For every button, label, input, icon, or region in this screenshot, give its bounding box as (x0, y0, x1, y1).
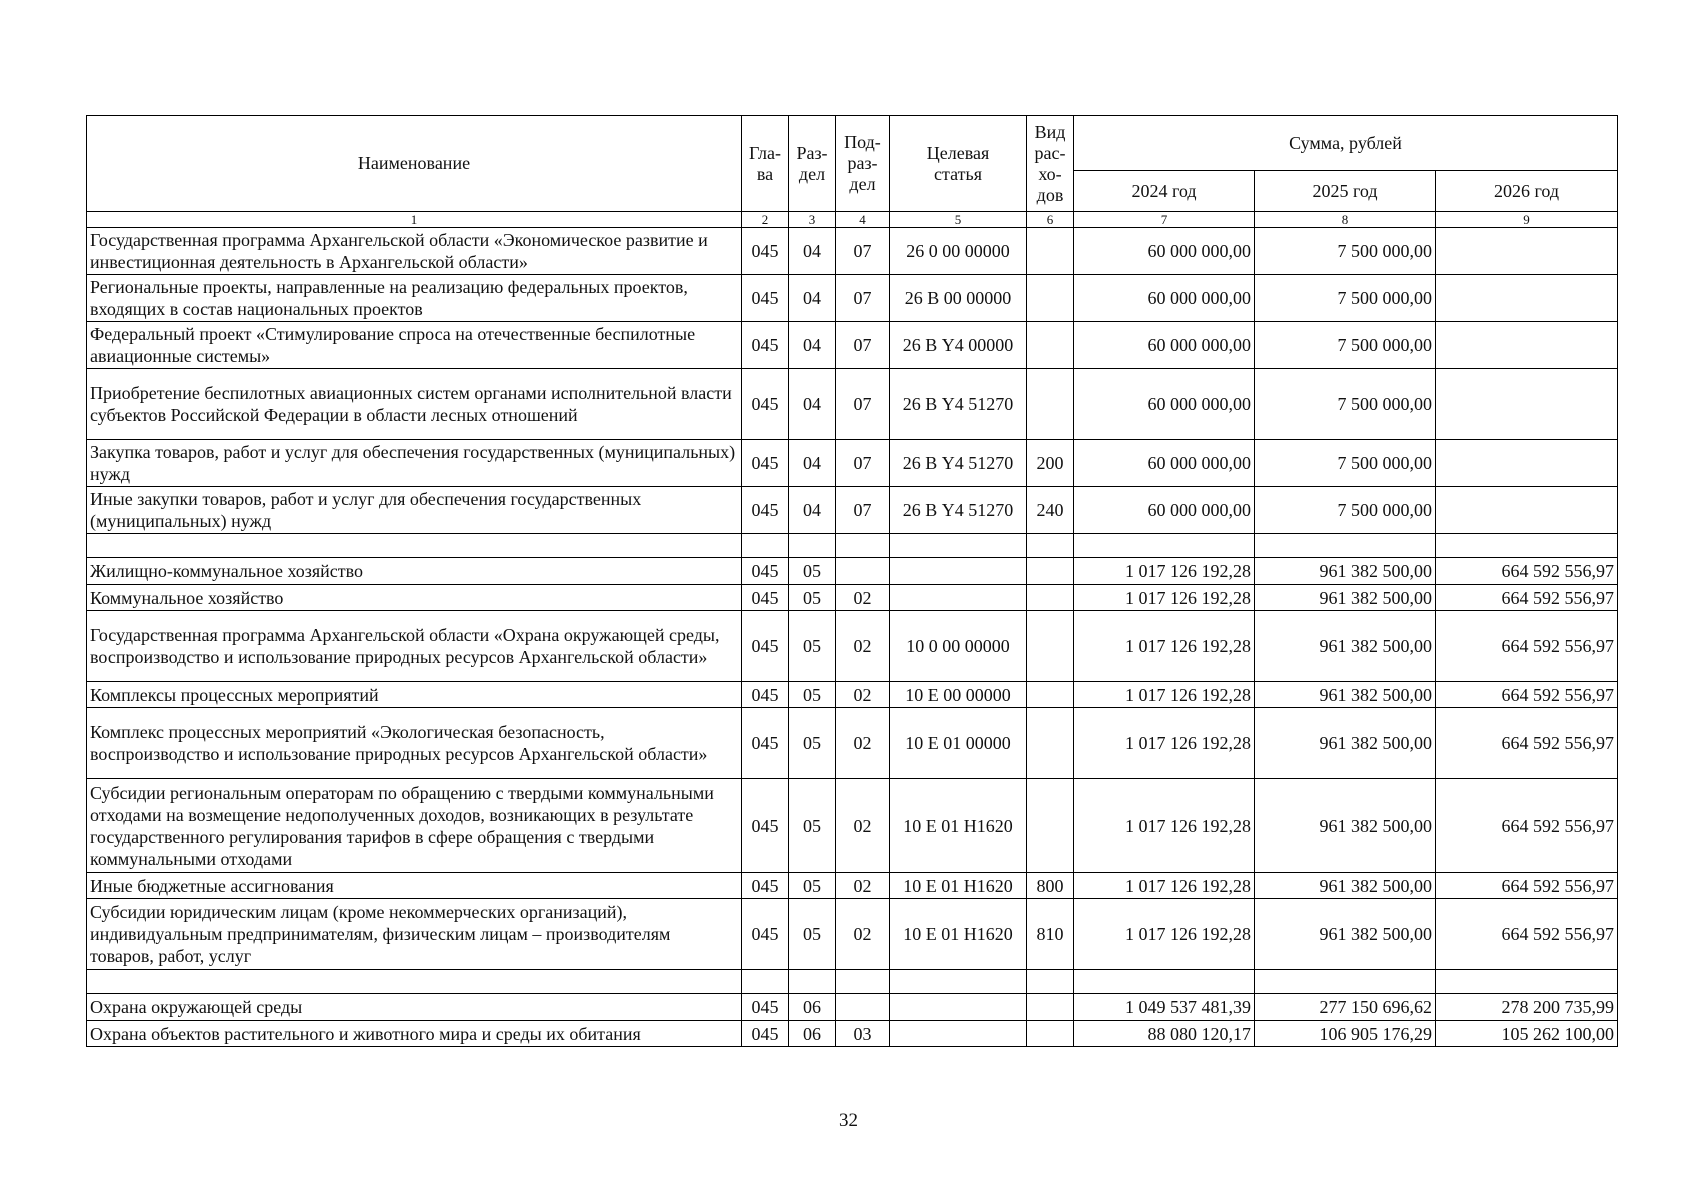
row-target-article (890, 994, 1027, 1021)
row-sum-2026 (1436, 322, 1618, 369)
row-sum-2026: 278 200 735,99 (1436, 994, 1618, 1021)
header-sum: Сумма, рублей (1074, 116, 1618, 171)
row-name: Субсидии региональным операторам по обращению с твердыми коммунальными отходами на возмещение недополученных доходов, возникающих в результате государственного регулирования тарифов в сфере обращения с твердыми коммунальными отходами (87, 779, 742, 873)
row-expense-type: 200 (1027, 440, 1074, 487)
row-razdel: 05 (789, 611, 836, 682)
row-sum-2024: 60 000 000,00 (1074, 369, 1255, 440)
col-number: 5 (890, 212, 1027, 228)
header-year-2026: 2026 год (1436, 171, 1618, 212)
row-podrazdel: 07 (836, 322, 890, 369)
row-sum-2026 (1436, 228, 1618, 275)
row-target-article: 10 Е 01 00000 (890, 708, 1027, 779)
row-podrazdel (836, 558, 890, 585)
row-target-article: 26 0 00 00000 (890, 228, 1027, 275)
row-expense-type (1027, 322, 1074, 369)
header-name: Наименование (87, 116, 742, 212)
row-name: Охрана объектов растительного и животного мира и среды их обитания (87, 1021, 742, 1047)
row-name: Иные закупки товаров, работ и услуг для обеспечения государственных (муниципальных) нужд (87, 487, 742, 534)
row-glava: 045 (742, 708, 789, 779)
row-sum-2025: 961 382 500,00 (1255, 779, 1436, 873)
row-sum-2025: 106 905 176,29 (1255, 1021, 1436, 1047)
row-glava: 045 (742, 322, 789, 369)
row-sum-2026: 664 592 556,97 (1436, 779, 1618, 873)
row-target-article (890, 558, 1027, 585)
row-sum-2024: 1 017 126 192,28 (1074, 585, 1255, 611)
row-target-article: 26 В Y4 51270 (890, 369, 1027, 440)
row-podrazdel: 02 (836, 899, 890, 970)
row-expense-type (1027, 228, 1074, 275)
row-sum-2025: 961 382 500,00 (1255, 682, 1436, 708)
page-number: 32 (839, 1110, 858, 1131)
row-sum-2024: 60 000 000,00 (1074, 440, 1255, 487)
row-podrazdel: 03 (836, 1021, 890, 1047)
row-sum-2026 (1436, 369, 1618, 440)
row-sum-2026: 664 592 556,97 (1436, 899, 1618, 970)
row-glava (742, 534, 789, 558)
row-sum-2025: 7 500 000,00 (1255, 322, 1436, 369)
row-name: Закупка товаров, работ и услуг для обеспечения государственных (муниципальных) нужд (87, 440, 742, 487)
col-number: 2 (742, 212, 789, 228)
row-expense-type (1027, 611, 1074, 682)
table-row (87, 899, 1618, 970)
row-glava: 045 (742, 440, 789, 487)
row-sum-2024: 60 000 000,00 (1074, 322, 1255, 369)
row-sum-2025 (1255, 970, 1436, 994)
header-podrazdel: Под- раз- дел (836, 116, 890, 212)
row-podrazdel: 02 (836, 682, 890, 708)
row-sum-2024: 1 017 126 192,28 (1074, 873, 1255, 899)
col-number: 4 (836, 212, 890, 228)
row-sum-2026 (1436, 440, 1618, 487)
row-expense-type: 240 (1027, 487, 1074, 534)
row-sum-2024: 60 000 000,00 (1074, 228, 1255, 275)
table-row (87, 994, 1618, 1021)
row-razdel: 06 (789, 1021, 836, 1047)
row-expense-type (1027, 708, 1074, 779)
row-sum-2025: 961 382 500,00 (1255, 558, 1436, 585)
row-podrazdel: 07 (836, 228, 890, 275)
table-row (87, 275, 1618, 322)
row-sum-2024: 1 017 126 192,28 (1074, 779, 1255, 873)
row-razdel: 04 (789, 440, 836, 487)
budget-sheet (86, 115, 1617, 1047)
col-number: 7 (1074, 212, 1255, 228)
row-sum-2024: 1 017 126 192,28 (1074, 558, 1255, 585)
row-sum-2024: 88 080 120,17 (1074, 1021, 1255, 1047)
col-number: 3 (789, 212, 836, 228)
row-target-article: 10 Е 01 Н1620 (890, 873, 1027, 899)
row-sum-2026: 664 592 556,97 (1436, 682, 1618, 708)
row-sum-2025: 7 500 000,00 (1255, 228, 1436, 275)
row-razdel: 04 (789, 487, 836, 534)
table-row-blank (87, 970, 1618, 994)
row-sum-2025: 961 382 500,00 (1255, 873, 1436, 899)
table-row (87, 779, 1618, 873)
row-podrazdel: 07 (836, 275, 890, 322)
row-target-article: 10 Е 01 Н1620 (890, 779, 1027, 873)
row-sum-2025: 7 500 000,00 (1255, 487, 1436, 534)
row-name: Комплекс процессных мероприятий «Экологическая безопасность, воспроизводство и использование природных ресурсов Архангельской области» (87, 708, 742, 779)
row-razdel: 05 (789, 558, 836, 585)
row-sum-2026: 664 592 556,97 (1436, 873, 1618, 899)
row-expense-type (1027, 585, 1074, 611)
row-target-article: 26 В Y4 00000 (890, 322, 1027, 369)
row-name: Приобретение беспилотных авиационных систем органами исполнительной власти субъектов Российской Федерации в области лесных отношений (87, 369, 742, 440)
row-sum-2024: 1 017 126 192,28 (1074, 682, 1255, 708)
row-podrazdel (836, 534, 890, 558)
row-expense-type (1027, 275, 1074, 322)
col-number: 6 (1027, 212, 1074, 228)
row-name: Иные бюджетные ассигнования (87, 873, 742, 899)
row-sum-2025: 961 382 500,00 (1255, 899, 1436, 970)
row-glava: 045 (742, 1021, 789, 1047)
row-razdel: 05 (789, 682, 836, 708)
table-row (87, 585, 1618, 611)
row-sum-2024: 1 017 126 192,28 (1074, 611, 1255, 682)
table-row (87, 1021, 1618, 1047)
table-row (87, 487, 1618, 534)
row-expense-type (1027, 994, 1074, 1021)
header-target: Целевая статья (890, 116, 1027, 212)
row-podrazdel (836, 994, 890, 1021)
table-body (87, 228, 1618, 1047)
row-razdel (789, 970, 836, 994)
row-expense-type (1027, 1021, 1074, 1047)
row-podrazdel (836, 970, 890, 994)
row-glava: 045 (742, 873, 789, 899)
row-expense-type (1027, 558, 1074, 585)
row-razdel: 06 (789, 994, 836, 1021)
row-sum-2024 (1074, 534, 1255, 558)
budget-table (86, 115, 1618, 1047)
row-sum-2026 (1436, 275, 1618, 322)
row-glava: 045 (742, 275, 789, 322)
row-target-article: 10 Е 00 00000 (890, 682, 1027, 708)
row-name: Охрана окружающей среды (87, 994, 742, 1021)
row-expense-type: 800 (1027, 873, 1074, 899)
row-target-article (890, 534, 1027, 558)
row-glava: 045 (742, 682, 789, 708)
row-name (87, 970, 742, 994)
row-expense-type (1027, 970, 1074, 994)
row-glava: 045 (742, 899, 789, 970)
row-expense-type (1027, 369, 1074, 440)
row-sum-2024: 60 000 000,00 (1074, 487, 1255, 534)
row-razdel: 04 (789, 228, 836, 275)
row-podrazdel: 07 (836, 440, 890, 487)
row-sum-2026: 664 592 556,97 (1436, 708, 1618, 779)
row-target-article (890, 585, 1027, 611)
row-sum-2025: 961 382 500,00 (1255, 708, 1436, 779)
row-podrazdel: 02 (836, 873, 890, 899)
row-podrazdel: 02 (836, 779, 890, 873)
row-razdel: 04 (789, 275, 836, 322)
row-expense-type (1027, 534, 1074, 558)
row-sum-2026: 664 592 556,97 (1436, 585, 1618, 611)
row-podrazdel: 02 (836, 708, 890, 779)
row-glava: 045 (742, 611, 789, 682)
row-glava: 045 (742, 994, 789, 1021)
header-razdel: Раз- дел (789, 116, 836, 212)
table-row (87, 873, 1618, 899)
row-sum-2025 (1255, 534, 1436, 558)
row-sum-2026 (1436, 487, 1618, 534)
row-razdel: 05 (789, 899, 836, 970)
row-sum-2026: 105 262 100,00 (1436, 1021, 1618, 1047)
row-podrazdel: 07 (836, 369, 890, 440)
row-target-article: 26 В Y4 51270 (890, 440, 1027, 487)
row-razdel: 05 (789, 873, 836, 899)
row-target-article: 26 В 00 00000 (890, 275, 1027, 322)
row-sum-2025: 277 150 696,62 (1255, 994, 1436, 1021)
col-number: 1 (87, 212, 742, 228)
header-vid: Вид рас- хо- дов (1027, 116, 1074, 212)
row-podrazdel: 07 (836, 487, 890, 534)
row-name: Жилищно-коммунальное хозяйство (87, 558, 742, 585)
row-glava: 045 (742, 585, 789, 611)
header-year-2025: 2025 год (1255, 171, 1436, 212)
row-razdel: 04 (789, 369, 836, 440)
table-row-blank (87, 534, 1618, 558)
row-razdel (789, 534, 836, 558)
table-row (87, 322, 1618, 369)
row-glava: 045 (742, 779, 789, 873)
row-sum-2024: 1 049 537 481,39 (1074, 994, 1255, 1021)
row-name: Региональные проекты, направленные на реализацию федеральных проектов, входящих в состав национальных проектов (87, 275, 742, 322)
row-name: Субсидии юридическим лицам (кроме некоммерческих организаций), индивидуальным предпринимателям, физическим лицам – производителям товаров, работ, услуг (87, 899, 742, 970)
row-sum-2026 (1436, 534, 1618, 558)
row-name: Государственная программа Архангельской области «Экономическое развитие и инвестиционная деятельность в Архангельской области» (87, 228, 742, 275)
table-row (87, 682, 1618, 708)
row-sum-2025: 961 382 500,00 (1255, 585, 1436, 611)
row-sum-2024: 1 017 126 192,28 (1074, 708, 1255, 779)
row-sum-2024: 60 000 000,00 (1074, 275, 1255, 322)
row-name: Коммунальное хозяйство (87, 585, 742, 611)
col-number: 9 (1436, 212, 1618, 228)
row-name (87, 534, 742, 558)
table-row (87, 611, 1618, 682)
row-sum-2026: 664 592 556,97 (1436, 558, 1618, 585)
row-glava (742, 970, 789, 994)
row-sum-2024: 1 017 126 192,28 (1074, 899, 1255, 970)
table-row (87, 369, 1618, 440)
row-name: Комплексы процессных мероприятий (87, 682, 742, 708)
row-razdel: 05 (789, 708, 836, 779)
col-number: 8 (1255, 212, 1436, 228)
row-expense-type (1027, 682, 1074, 708)
table-row (87, 708, 1618, 779)
row-target-article: 10 0 00 00000 (890, 611, 1027, 682)
row-glava: 045 (742, 228, 789, 275)
row-target-article: 10 Е 01 Н1620 (890, 899, 1027, 970)
row-sum-2025: 7 500 000,00 (1255, 369, 1436, 440)
row-sum-2025: 7 500 000,00 (1255, 440, 1436, 487)
header-year-2024: 2024 год (1074, 171, 1255, 212)
row-podrazdel: 02 (836, 611, 890, 682)
row-glava: 045 (742, 558, 789, 585)
row-razdel: 05 (789, 585, 836, 611)
row-sum-2026: 664 592 556,97 (1436, 611, 1618, 682)
row-glava: 045 (742, 487, 789, 534)
row-podrazdel: 02 (836, 585, 890, 611)
row-sum-2025: 7 500 000,00 (1255, 275, 1436, 322)
row-name: Государственная программа Архангельской области «Охрана окружающей среды, воспроизводство и использование природных ресурсов Архангельской области» (87, 611, 742, 682)
row-expense-type (1027, 779, 1074, 873)
table-row (87, 440, 1618, 487)
row-target-article (890, 970, 1027, 994)
row-target-article: 26 В Y4 51270 (890, 487, 1027, 534)
row-sum-2025: 961 382 500,00 (1255, 611, 1436, 682)
row-sum-2026 (1436, 970, 1618, 994)
column-numbers-row (87, 212, 1618, 228)
table-row (87, 228, 1618, 275)
row-razdel: 05 (789, 779, 836, 873)
row-razdel: 04 (789, 322, 836, 369)
table-row (87, 558, 1618, 585)
row-target-article (890, 1021, 1027, 1047)
row-expense-type: 810 (1027, 899, 1074, 970)
row-glava: 045 (742, 369, 789, 440)
row-name: Федеральный проект «Стимулирование спроса на отечественные беспилотные авиационные системы» (87, 322, 742, 369)
row-sum-2024 (1074, 970, 1255, 994)
header-glava: Гла- ва (742, 116, 789, 212)
